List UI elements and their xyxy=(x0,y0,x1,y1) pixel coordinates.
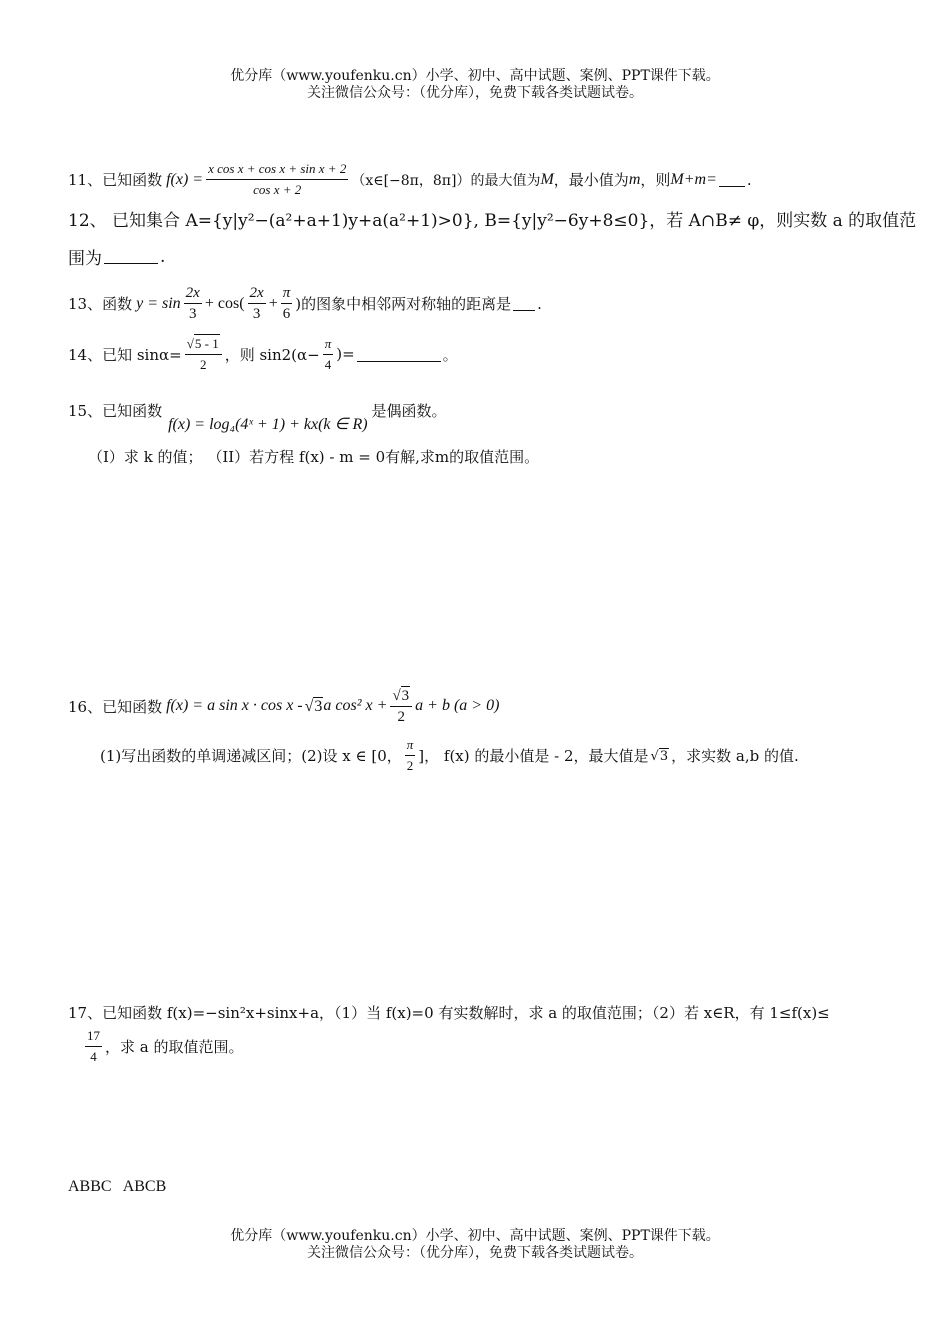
q11-answer-blank xyxy=(719,172,745,187)
q12-line-2-prefix: 围为 xyxy=(68,249,102,269)
q14-tail: 。 xyxy=(442,345,458,364)
q11-mid: ，最小值为 xyxy=(553,171,629,189)
q14-sqrt: √ 5 - 1 xyxy=(186,336,219,351)
q16-sqrt: √ 3 xyxy=(304,697,323,715)
q16-expr-b: a cos² x + xyxy=(323,697,388,714)
q16-expr-c: a + b (a > 0) xyxy=(415,697,500,714)
question-12 xyxy=(68,208,916,269)
q16-frac xyxy=(390,686,412,726)
q15-prefix: 15、已知函数 xyxy=(68,402,163,420)
q16-prefix: 16、已知函数 xyxy=(68,697,163,716)
q13-frac-3 xyxy=(281,284,293,323)
q11-denominator: cos x + 2 xyxy=(253,182,302,197)
q13-tail: . xyxy=(537,294,542,313)
q12-tail: . xyxy=(160,246,166,267)
q16-sub-frac xyxy=(405,736,416,775)
q13-frac-2-num: 2x xyxy=(248,284,266,304)
q13-frac-1-den: 3 xyxy=(189,306,197,322)
q17-line-1: 17、已知函数 f(x)=−sin²x+sinx+a，（1）当 f(x)=0 有实数解时，求 a 的取值范围；（2）若 x∈R，有 1≤f(x)≤ xyxy=(68,1004,830,1022)
q16-sqrt-radicand: 3 xyxy=(314,697,323,715)
q14-frac-2 xyxy=(323,335,334,374)
q11-lhs: f(x) = xyxy=(166,170,204,188)
q11-sum: M+m= xyxy=(670,170,717,188)
q14-frac-2-num: π xyxy=(323,335,334,355)
q12-line-1: 12、 已知集合 A={y|y²−(a²+a+1)y+a(a²+1)>0}, B={y|y²−6y+8≤0}，若 A∩B≠ φ，则实数 a 的取值范 xyxy=(68,211,917,231)
q17-line-2-text: ，求 a 的取值范围。 xyxy=(105,1038,244,1056)
q12-answer-blank xyxy=(104,249,158,264)
q12-line-2 xyxy=(68,244,916,269)
q11-tail: . xyxy=(746,170,752,189)
q16-sub-frac-den: 2 xyxy=(406,758,414,773)
q13-expr-start: y = sin xyxy=(136,294,181,312)
q17-line-2 xyxy=(82,1027,830,1066)
q13-answer-blank xyxy=(513,296,535,311)
q14-frac xyxy=(185,334,222,374)
q16-sub-a: (1)写出函数的单调递减区间；(2)设 x ∈ [0， xyxy=(100,747,402,765)
q13-plus: + xyxy=(268,294,278,312)
q14-radicand: 5 - 1 xyxy=(194,336,219,351)
q13-frac-3-den: 6 xyxy=(282,306,291,322)
q16-sub-sqrt: √ 3 xyxy=(650,748,669,764)
page-footer xyxy=(0,1228,950,1262)
q16-frac-num: √ 3 xyxy=(390,686,412,707)
q11-m: m xyxy=(628,170,641,188)
q11-domain: （x∈[−8π，8π]）的最大值为 xyxy=(351,172,541,189)
q14-answer-blank xyxy=(357,347,441,362)
q13-prefix: 13、函数 xyxy=(68,295,133,313)
q11-end: ，则 xyxy=(640,171,671,189)
header-line-2: 关注微信公众号：（优分库），免费下载各类试题试卷。 xyxy=(307,85,643,101)
q13-suffix: )的图象中相邻两对称轴的距离是 xyxy=(295,295,512,313)
footer-line-2: 关注微信公众号：（优分库），免费下载各类试题试卷。 xyxy=(307,1245,643,1261)
q13-frac-1 xyxy=(184,284,202,323)
q16-sub-sqrt-radicand: 3 xyxy=(659,748,669,764)
q16-sub-frac-num: π xyxy=(405,736,416,756)
q16-expr-a: f(x) = a sin x · cos x - xyxy=(166,697,303,714)
q11-prefix: 11、已知函数 xyxy=(68,171,163,189)
q16-frac-radicand: 3 xyxy=(401,688,410,704)
question-17 xyxy=(68,1002,830,1066)
q13-frac-2-den: 3 xyxy=(252,306,261,322)
question-15 xyxy=(68,400,539,467)
q13-frac-3-num: π xyxy=(281,284,293,304)
q17-frac-den: 4 xyxy=(90,1049,97,1064)
q14-frac-2-den: 4 xyxy=(324,356,332,372)
question-11 xyxy=(68,160,752,199)
q17-frac-num: 17 xyxy=(85,1027,102,1047)
q16-line-2 xyxy=(100,736,799,775)
q15-line-1 xyxy=(68,400,539,434)
page-header xyxy=(0,68,950,102)
header-line-1: 优分库（www.youfenku.cn）小学、初中、高中试题、案例、PPT课件下载。 xyxy=(230,68,720,84)
q13-frac-2 xyxy=(248,284,266,323)
q14-end: )= xyxy=(336,345,355,363)
q15-expr: f(x) = log₄(4ˣ + 1) + kx(k ∈ R) xyxy=(168,416,368,433)
q11-numerator: x cos x + cos x + sin x + 2 xyxy=(206,160,348,180)
footer-line-1: 优分库（www.youfenku.cn）小学、初中、高中试题、案例、PPT课件下载。 xyxy=(230,1228,720,1244)
q15-subquestions: （I）求 k 的值； （II）若方程 f(x) - m = 0有解,求m的取值范围。 xyxy=(88,448,540,466)
q16-frac-den: 2 xyxy=(397,709,406,725)
q14-frac-den: 2 xyxy=(199,357,207,372)
question-13 xyxy=(68,284,542,323)
q14-frac-num xyxy=(185,334,222,355)
q14-mid: ，则 sin2(α− xyxy=(224,345,320,364)
q11-fraction xyxy=(206,160,348,199)
q16-line-1 xyxy=(68,686,799,726)
q13-frac-1-num: 2x xyxy=(184,284,202,304)
q13-expr-mid: + cos( xyxy=(204,294,245,312)
q17-frac xyxy=(85,1027,102,1066)
question-14 xyxy=(68,334,458,374)
answer-key: ABBC ABCB xyxy=(68,1178,167,1195)
q14-prefix: 14、已知 sinα= xyxy=(68,345,182,364)
question-16 xyxy=(68,686,799,775)
q16-sub-b: ]， f(x) 的最小值是 - 2，最大值是 xyxy=(418,747,649,765)
q11-M: M xyxy=(540,170,554,188)
q15-suffix: 是偶函数。 xyxy=(371,402,447,420)
q16-sub-c: ，求实数 a,b 的值. xyxy=(671,747,799,765)
